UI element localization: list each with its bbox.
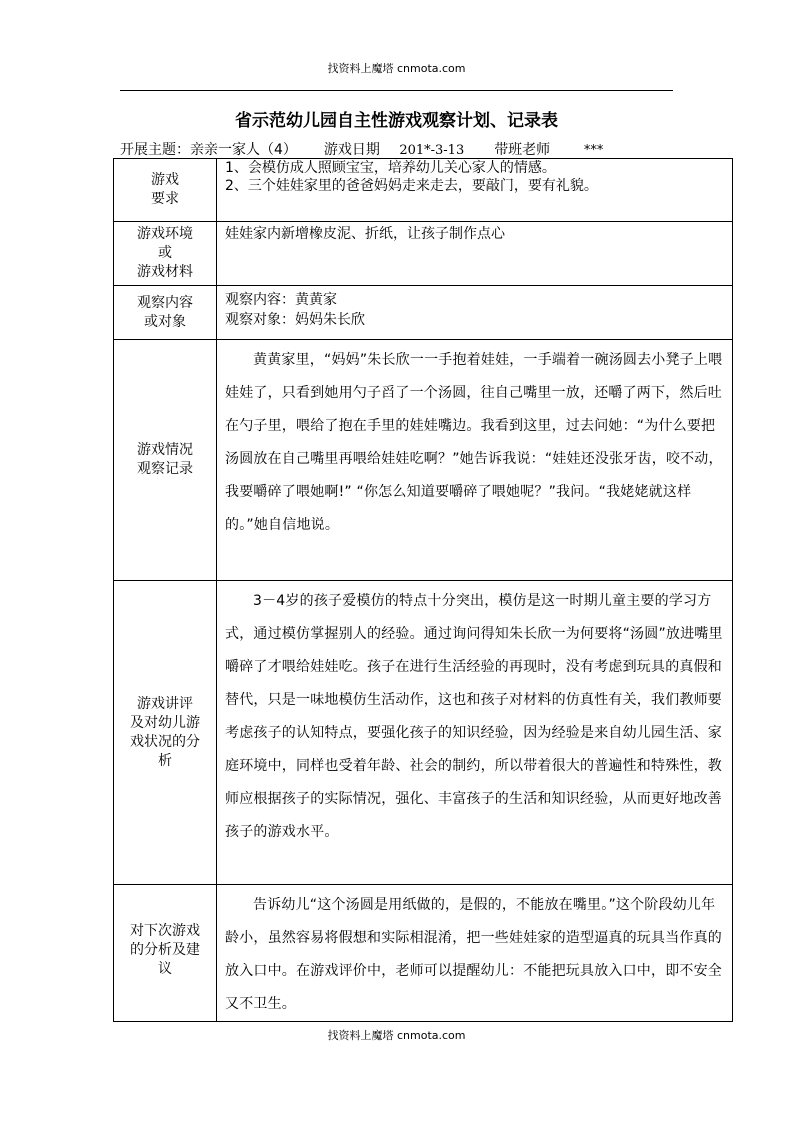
- teacher-value: ***: [555, 143, 633, 159]
- label-line: 游戏情况: [137, 442, 193, 458]
- label-line: 游戏环境: [137, 226, 193, 242]
- content-requirements: [217, 159, 733, 222]
- content-suggestion: [217, 885, 733, 1022]
- observation-table: [113, 158, 733, 1022]
- row-observation-target: [114, 286, 733, 340]
- page-footer: 找资料上魔塔 cnmota.com: [327, 1029, 466, 1042]
- label-line: 游戏材料: [137, 264, 193, 280]
- suggestion-text: 告诉幼儿“这个汤圆是用纸做的，是假的，不能放在嘴里。”这个阶段幼儿年龄小，虽然容易将假想和实际相混淆，把一些娃娃家的造型逼真的玩具当作真的放入口中。在游戏评价中，老师可以提醒幼儿：不能把玩具放入口中，即不安全又不卫生。: [225, 897, 722, 1012]
- observation-line: 观察对象：妈妈朱长欣: [225, 312, 365, 328]
- label-line: 要求: [151, 191, 179, 207]
- content-analysis: [217, 581, 733, 885]
- label-requirements: [114, 159, 217, 222]
- label-line: 议: [158, 960, 172, 977]
- label-record: [114, 340, 217, 581]
- label-line: 对下次游戏: [130, 922, 200, 939]
- label-line: 的分析及建: [130, 941, 200, 958]
- row-environment: [114, 222, 733, 286]
- label-line: 及对幼儿游: [130, 714, 200, 731]
- label-line: 游戏: [151, 172, 179, 188]
- header-divider: [120, 90, 673, 91]
- label-line: 观察记录: [137, 461, 193, 477]
- teacher-label: 带班老师: [494, 142, 551, 158]
- date-value: 201*-3-13: [384, 143, 479, 159]
- label-environment: [114, 222, 217, 286]
- record-text: 黄黄家里，“妈妈”朱长欣一一手抱着娃娃，一手端着一碗汤圆去小凳子上喂娃娃了，只看到她用勺子舀了一个汤圆，往自己嘴里一放，还嚼了两下，然后吐在勺子里，喂给了抱在手里的娃娃嘴边。我看到这里，过去问她：“为什么要把汤圆放在自己嘴里再喂给娃娃吃啊？”她告诉我说：“娃娃还没张牙齿，咬不动，我要嚼碎了喂她啊!” “你怎么知道要嚼碎了喂她呢？”我问。“我姥姥就这样的。”她自信地说。: [225, 352, 723, 533]
- label-line: 析: [158, 752, 172, 769]
- label-line: 戏状况的分: [130, 733, 200, 750]
- row-analysis: [114, 581, 733, 885]
- theme-value: 亲亲一家人（4）: [190, 142, 297, 158]
- label-observation-target: [114, 286, 217, 340]
- content-record: [217, 340, 733, 581]
- requirement-line: 1、会模仿成人照顾宝宝，培养幼儿关心家人的情感。: [225, 160, 556, 176]
- row-suggestion: [114, 885, 733, 1022]
- label-suggestion: [114, 885, 217, 1022]
- requirement-line: 2、三个娃娃家里的爸爸妈妈走来走去，要敲门，要有礼貌。: [225, 178, 598, 194]
- label-line: 观察内容: [137, 294, 193, 311]
- label-line: 或对象: [144, 313, 186, 330]
- row-requirements: [114, 159, 733, 222]
- page-header: 找资料上魔塔 cnmota.com: [327, 62, 466, 75]
- label-line: 游戏讲评: [137, 695, 193, 712]
- meta-line: [120, 139, 680, 159]
- theme-label: 开展主题：: [120, 142, 190, 158]
- environment-text: 娃娃家内新增橡皮泥、折纸，让孩子制作点心: [225, 226, 505, 242]
- analysis-text: 3－4岁的孩子爱模仿的特点十分突出，模仿是这一时期儿童主要的学习方式，通过模仿掌握别人的经验。通过询问得知朱长欣一为何要将“汤圆”放进嘴里嚼碎了才喂给娃娃吃。孩子在进行生活经验的再现时，没有考虑到玩具的真假和替代，只是一味地模仿生活动作，这也和孩子对材料的仿真性有关，我们教师要考虑孩子的认知特点，要强化孩子的知识经验，因为经验是来自幼儿园生活、家庭环境中，同样也受着年龄、社会的制约，所以带着很大的普遍性和特殊性，教师应根据孩子的实际情况，强化、丰富孩子的生活和知识经验，从而更好地改善孩子的游戏水平。: [225, 593, 723, 840]
- content-environment: [217, 222, 733, 286]
- row-record: [114, 340, 733, 581]
- label-line: 或: [158, 245, 172, 261]
- content-observation-target: [217, 286, 733, 340]
- observation-line: 观察内容：黄黄家: [225, 292, 337, 308]
- label-analysis: [114, 581, 217, 885]
- date-label: 游戏日期: [323, 142, 380, 158]
- page-title: 省示范幼儿园自主性游戏观察计划、记录表: [235, 111, 558, 131]
